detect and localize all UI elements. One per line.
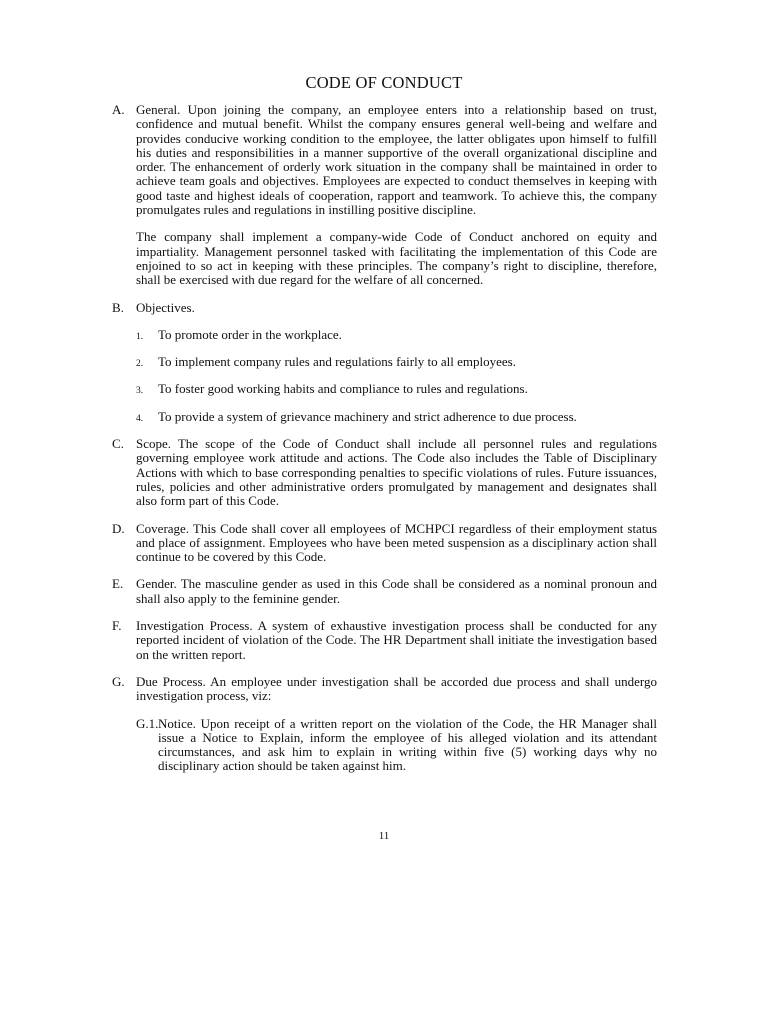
- section-coverage: [112, 522, 657, 565]
- section-letter: D.: [112, 520, 125, 536]
- list-item-number: 3.: [136, 386, 144, 397]
- section-paragraph: Coverage. This Code shall cover all employees of MCHPCI regardless of their employment status and place of assignment. Employees who have been meted suspension as a disciplinary action shall continue to be covered by this Code.: [136, 520, 657, 565]
- section-letter: C.: [112, 436, 124, 452]
- document-title: CODE OF CONDUCT: [305, 73, 463, 92]
- section-paragraph: Investigation Process. A system of exhaustive investigation process shall be conducted for any reported incident of violation of the Code. The HR Department shall initiate the investigation based on the written report.: [136, 618, 657, 662]
- page-number: 11: [378, 830, 390, 842]
- list-item-number: 1.: [136, 331, 144, 342]
- list-item: [136, 410, 657, 424]
- section-investigation-process: [112, 619, 657, 662]
- section-objectives: [112, 301, 657, 424]
- list-item-text: To provide a system of grievance machinery and strict adherence to due process.: [158, 408, 577, 424]
- section-paragraph: Due Process. An employee under investigation shall be accorded due process and shall undergo investigation process, viz:: [136, 673, 657, 704]
- section-general: [112, 103, 657, 288]
- objectives-list: [136, 328, 657, 424]
- list-item: [136, 382, 657, 396]
- subsection-notice: [136, 717, 657, 774]
- section-letter: A.: [112, 102, 125, 117]
- section-heading: Objectives.: [136, 299, 195, 315]
- list-item-number: 4.: [136, 413, 144, 424]
- section-paragraph: The company shall implement a company-wide Code of Conduct anchored on equity and impartiality. Management personnel tasked with facilitating the implementation of this Code are enjoined to so act in keeping with these principles. The company’s right to discipline, therefore, shall be exercised with due regard for the welfare of all concerned.: [136, 229, 657, 288]
- list-item-text: To implement company rules and regulations fairly to all employees.: [158, 354, 516, 370]
- subsection-paragraph: Notice. Upon receipt of a written report on the violation of the Code, the HR Manager shall issue a Notice to Explain, inform the employee of his alleged violation and its attendant circumstances, and ask him to explain in writing within five (5) working days why no disciplinary action should be taken against him.: [158, 715, 657, 774]
- section-letter: E.: [112, 576, 124, 592]
- list-item: [136, 328, 657, 342]
- section-paragraph: General. Upon joining the company, an employee enters into a relationship based on trust, confidence and mutual benefit. Whilst the company ensures general well-being and welfare and provides conducive working condition to the employee, the latter obligates upon himself to fulfill his duties and responsibilities in a manner supportive of the overall organizational discipline and order. The enhancement of orderly work situation in the company shall be maintained in order to achieve team goals and objectives. Employees are expected to conduct themselves in keeping with good taste and highest ideals of cooperation, rapport and teamwork. To achieve this, the company promulgates rules and regulations in instilling positive discipline.: [136, 102, 657, 218]
- section-due-process: [112, 675, 657, 774]
- section-scope: [112, 437, 657, 508]
- section-letter: G.: [112, 673, 125, 689]
- subsection-label: G.1.: [136, 715, 159, 731]
- section-paragraph: Scope. The scope of the Code of Conduct shall include all personnel rules and regulations governing employee work attitude and actions. The Code also includes the Table of Disciplinary Actions with which to base corresponding penalties to specific violations of rules. Future issuances, rules, policies and other administrative orders promulgated by management and designates shall also form part of this Code.: [136, 436, 657, 509]
- section-gender: [112, 577, 657, 606]
- section-paragraph: Gender. The masculine gender as used in this Code shall be considered as a nominal pronoun and shall also apply to the feminine gender.: [136, 576, 657, 606]
- document-body: [112, 103, 657, 787]
- list-item-text: To promote order in the workplace.: [158, 326, 342, 342]
- section-letter: F.: [112, 618, 122, 634]
- list-item: [136, 355, 657, 369]
- list-item-number: 2.: [136, 359, 144, 370]
- section-letter: B.: [112, 299, 124, 315]
- list-item-text: To foster good working habits and compliance to rules and regulations.: [158, 381, 528, 397]
